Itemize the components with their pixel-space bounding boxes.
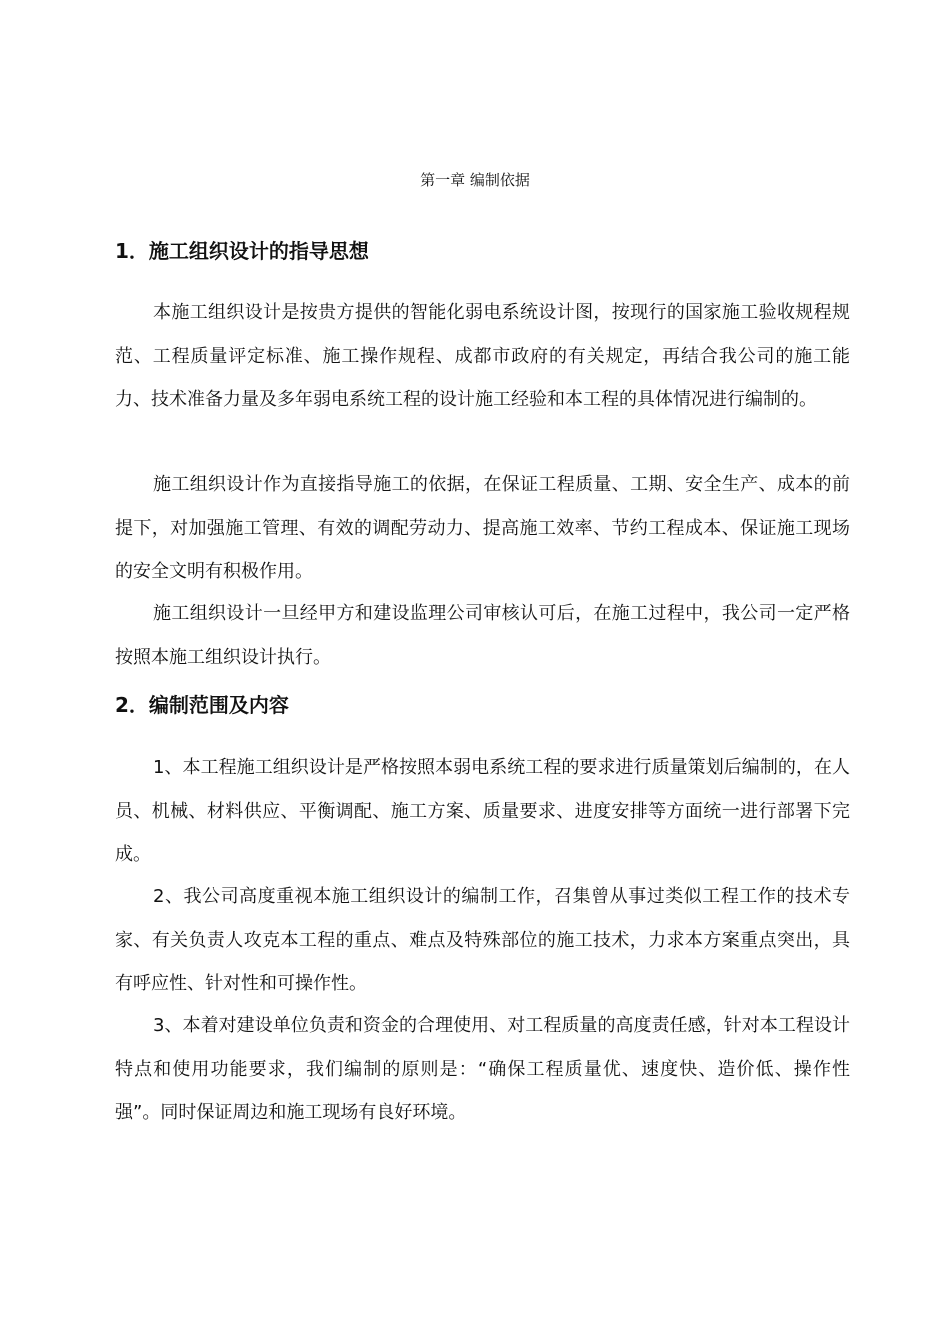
section-2-paragraph-1: 1、本工程施工组织设计是严格按照本弱电系统工程的要求进行质量策划后编制的，在人员、机械、材料供应、平衡调配、施工方案、质量要求、进度安排等方面统一进行部署下完成。	[115, 757, 850, 865]
section-1-paragraph-2: 施工组织设计作为直接指导施工的依据，在保证工程质量、工期、安全生产、成本的前提下，对加强施工管理、有效的调配劳动力、提高施工效率、节约工程成本、保证施工现场的安全文明有积极作用。	[115, 474, 850, 582]
section-1-paragraph-3: 施工组织设计一旦经甲方和建设监理公司审核认可后，在施工过程中，我公司一定严格按照本施工组织设计执行。	[115, 603, 850, 668]
section-1-paragraph-1: 本施工组织设计是按贵方提供的智能化弱电系统设计图，按现行的国家施工验收规程规范、工程质量评定标准、施工操作规程、成都市政府的有关规定，再结合我公司的施工能力、技术准备力量及多年弱电系统工程的设计施工经验和本工程的具体情况进行编制的。	[115, 302, 850, 410]
chapter-title: 第一章 编制依据	[420, 171, 530, 189]
section-2-paragraph-2: 2、我公司高度重视本施工组织设计的编制工作，召集曾从事过类似工程工作的技术专家、有关负责人攻克本工程的重点、难点及特殊部位的施工技术，力求本方案重点突出，具有呼应性、针对性和可操作性。	[115, 886, 850, 994]
section-heading-2: 2．编制范围及内容	[115, 693, 289, 717]
section-2-paragraph-3: 3、本着对建设单位负责和资金的合理使用、对工程质量的高度责任感，针对本工程设计特点和使用功能要求，我们编制的原则是：“确保工程质量优、速度快、造价低、操作性强”。同时保证周边和施工现场有良好环境。	[115, 1015, 850, 1123]
section-heading-1: 1．施工组织设计的指导思想	[115, 239, 369, 263]
